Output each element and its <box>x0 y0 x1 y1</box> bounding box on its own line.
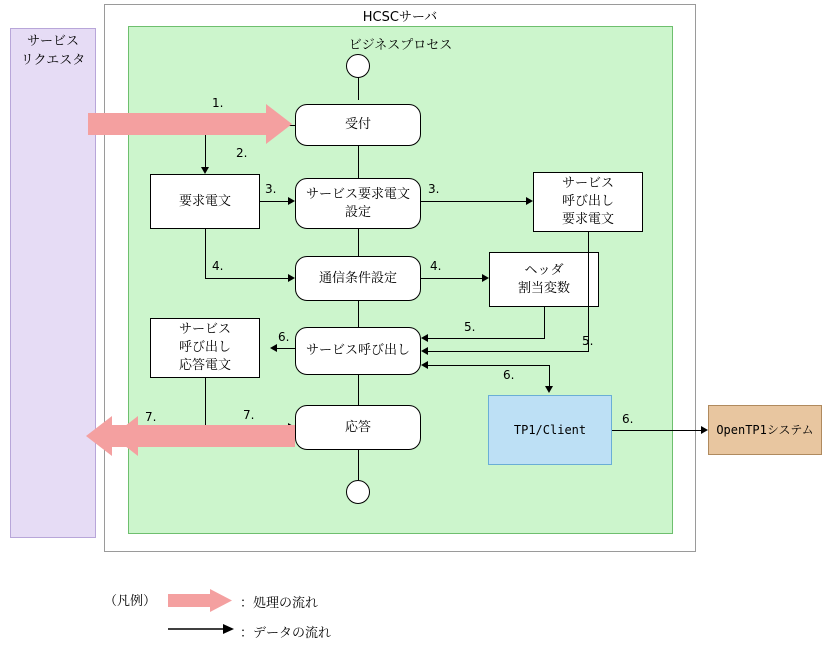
edge6a-line <box>277 348 295 349</box>
edge4a-horizontal <box>205 278 288 279</box>
node-service-call-request-message-line2: 呼び出し <box>561 194 614 209</box>
edge6b-arrowhead-left <box>421 361 428 369</box>
edge3a-arrowhead <box>288 197 295 205</box>
node-tp1-client-label: TP1/Client <box>513 423 587 437</box>
node-service-call-request-message-line1: サービス <box>561 176 614 191</box>
step-label-7a: 7. <box>145 410 157 424</box>
node-opentp1-system-label: OpenTP1システム <box>716 423 814 437</box>
node-service-request-message-setting <box>295 178 421 229</box>
legend-process-flow-label: ：処理の流れ <box>240 596 319 611</box>
start-node <box>346 54 370 78</box>
edge6a-arrowhead <box>270 344 277 352</box>
node-service-call <box>295 327 421 375</box>
node-service-call-request-message <box>533 172 643 232</box>
connector-outou-to-end <box>358 450 359 480</box>
connector-start-to-uketsuke <box>358 77 359 100</box>
step-label-1: 1. <box>212 96 224 110</box>
node-response <box>295 405 421 450</box>
end-node <box>346 480 370 504</box>
edge6b-horizontal <box>428 365 550 366</box>
edge4b-arrowhead <box>482 274 489 282</box>
legend-data-flow-label: ：データの流れ <box>240 626 332 641</box>
step-label-4a: 4. <box>212 259 224 273</box>
service-requester-lane <box>10 28 96 538</box>
node-service-call-response-message-line2: 呼び出し <box>178 340 231 355</box>
business-process-title: ビジネスプロセス <box>348 38 453 53</box>
node-uketsuke <box>295 104 421 146</box>
edge3b-line <box>421 201 526 202</box>
edge7b-arrowhead <box>288 423 295 431</box>
node-uketsuke-label: 受付 <box>344 117 371 132</box>
node-service-call-request-message-line3: 要求電文 <box>561 212 614 227</box>
node-service-call-label: サービス呼び出し <box>305 343 410 358</box>
node-header-assignment-variable-line2: 割当変数 <box>517 280 570 296</box>
edge5b-arrowhead <box>421 347 428 355</box>
connector-setsutei-to-tsushin <box>358 229 359 256</box>
connector-yobidashi-to-outou <box>358 375 359 405</box>
edge6c-arrowhead <box>701 426 708 434</box>
edge2-vertical <box>205 125 206 167</box>
service-requester-label-line1: サービス <box>26 34 79 49</box>
step-label-3a: 3. <box>265 182 277 196</box>
node-youkyu-denbun <box>150 174 260 229</box>
edge6b-vertical <box>549 365 550 386</box>
node-communication-condition-setting-label: 通信条件設定 <box>318 270 397 286</box>
step-label-7b: 7. <box>243 408 255 422</box>
edge7b-horizontal <box>205 427 288 428</box>
node-response-label: 応答 <box>344 419 371 435</box>
edge5a-horizontal <box>428 338 545 339</box>
connector-tsushin-to-yobidashi <box>358 301 359 327</box>
node-service-call-response-message <box>150 318 260 378</box>
edge3a-line <box>260 201 288 202</box>
legend-data-flow-icon <box>168 620 234 638</box>
edge2-arrowhead <box>201 167 209 174</box>
edge6b-arrowhead-down <box>545 386 553 393</box>
edge4a-arrowhead <box>288 274 295 282</box>
node-service-call-response-message-line1: サービス <box>178 322 231 337</box>
legend-process-flow-icon <box>168 588 234 612</box>
node-header-assignment-variable <box>489 252 599 307</box>
step-label-6c: 6. <box>622 412 634 426</box>
step-label-4b: 4. <box>430 259 442 273</box>
node-tp1-client <box>488 395 612 465</box>
edge7b-vertical <box>205 378 206 427</box>
step-label-6b: 6. <box>503 368 515 382</box>
hcsc-server-title: HCSCサーバ <box>362 10 438 25</box>
edge4a-vertical <box>205 229 206 278</box>
edge5a-arrowhead <box>421 334 428 342</box>
step-label-2: 2. <box>236 146 248 160</box>
edge6c-line <box>612 430 701 431</box>
edge5b-horizontal <box>428 351 589 352</box>
legend-title: （凡例） <box>104 594 157 609</box>
node-service-request-message-setting-line1: サービス要求電文 <box>305 186 410 202</box>
edge4b-line <box>421 278 482 279</box>
node-opentp1-system <box>708 405 822 455</box>
service-requester-label <box>10 32 96 70</box>
service-requester-label-line2: リクエスタ <box>20 53 86 68</box>
step-label-3b: 3. <box>428 182 440 196</box>
edge3b-arrowhead <box>526 197 533 205</box>
step-label-5a: 5. <box>464 320 476 334</box>
edge5a-vertical <box>544 307 545 338</box>
step-label-5b: 5. <box>582 334 594 348</box>
edge2-horizontal <box>205 125 295 126</box>
connector-uketsuke-to-setsutei <box>358 146 359 178</box>
node-header-assignment-variable-line1: ヘッダ <box>524 262 564 278</box>
node-service-call-response-message-line3: 応答電文 <box>178 358 231 373</box>
step-label-6a: 6. <box>278 330 290 344</box>
node-service-request-message-setting-line2: 設定 <box>344 204 371 220</box>
node-youkyu-denbun-label: 要求電文 <box>178 193 231 209</box>
node-communication-condition-setting <box>295 256 421 301</box>
